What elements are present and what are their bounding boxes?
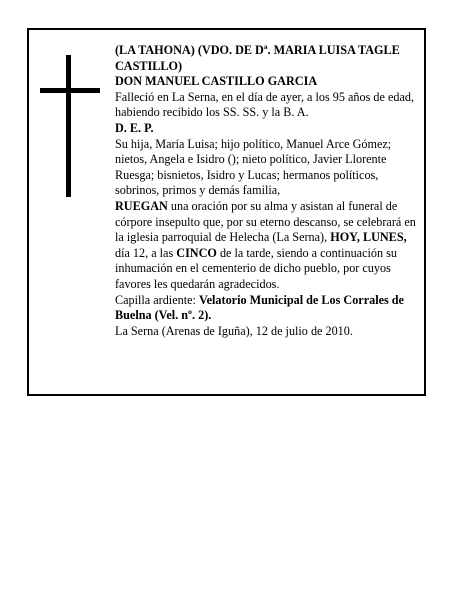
cross-horizontal-bar bbox=[40, 88, 100, 93]
cross-vertical-bar bbox=[66, 55, 71, 197]
obituary-text bbox=[115, 43, 421, 339]
deceased-name: DON MANUEL CASTILLO GARCIA bbox=[115, 74, 318, 89]
death-notice: Falleció en La Serna, en el día de ayer, a los 95 años de edad, habiendo recibido los SS. SS. y la B. A. bbox=[115, 89, 415, 120]
cinco-word: CINCO bbox=[176, 245, 217, 260]
hoy-lunes: HOY, LUNES, bbox=[330, 230, 407, 245]
obituary-notice bbox=[27, 28, 426, 396]
cross-icon bbox=[40, 55, 100, 197]
chapel-info: Capilla ardiente: Velatorio Municipal de Los Corrales de Buelna (Vel. nº. 2). bbox=[115, 292, 404, 323]
header-title: (LA TAHONA) (VDO. DE Dª. MARIA LUISA TAGLE CASTILLO) bbox=[115, 43, 400, 73]
dep-line: D. E. P. bbox=[115, 120, 154, 135]
funeral-request: RUEGAN una oración por su alma y asistan al funeral de córpore insepulto que, por su eterno descanso, se celebrará en la iglesia parroquial de Helecha (La Serna), HOY, LUNES, día 12, a las CINCO de la tarde, siendo a continuación su inhumación en el cementerio de dicho pueblo, por cuyos favores les quedarán agradecidos. bbox=[115, 198, 416, 291]
place-date: La Serna (Arenas de Iguña), 12 de julio de 2010. bbox=[115, 323, 353, 338]
family-list: Su hija, María Luisa; hijo político, Manuel Arce Gómez; nietos, Angela e Isidro (); nieto político, Javier Llorente Ruesga; bisnietos, Isidro y Lucas; hermanos políticos, sobrinos, primos y demás familia, bbox=[115, 136, 392, 198]
chapel-location: Velatorio Municipal de Los Corrales de Buelna (Vel. nº. 2). bbox=[115, 292, 404, 323]
ruegan-word: RUEGAN bbox=[115, 198, 168, 213]
